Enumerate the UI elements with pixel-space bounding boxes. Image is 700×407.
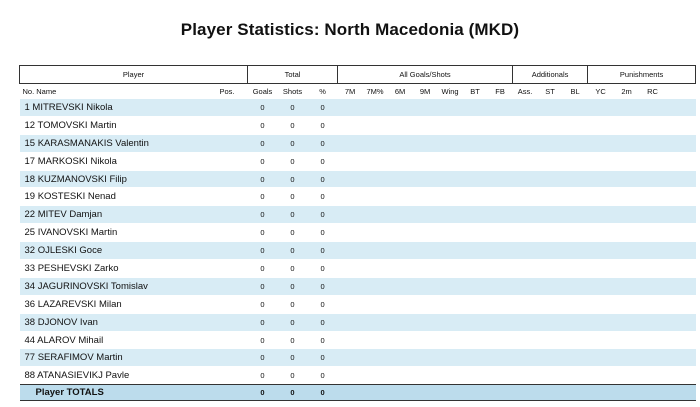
col-rc: RC — [647, 86, 658, 96]
player-name: 38 DJONOV Ivan — [20, 313, 248, 331]
player-goals: 0 — [248, 349, 278, 367]
player-pct: 0 — [308, 99, 338, 117]
player-empty-cells — [338, 242, 696, 260]
player-name: 34 JAGURINOVSKI Tomislav — [20, 277, 248, 295]
player-pct: 0 — [308, 224, 338, 242]
totals-goals: 0 — [248, 385, 278, 401]
player-empty-cells — [338, 331, 696, 349]
player-empty-cells — [338, 188, 696, 206]
col-wing: Wing — [441, 86, 459, 96]
player-empty-cells — [338, 170, 696, 188]
player-empty-cells — [338, 206, 696, 224]
player-shots: 0 — [278, 134, 308, 152]
player-name: 1 MITREVSKI Nikola — [20, 99, 248, 117]
player-goals: 0 — [248, 116, 278, 134]
table-row — [20, 116, 696, 134]
col-7m-pct: 7M% — [366, 86, 384, 96]
totals-label: Player TOTALS — [20, 385, 248, 401]
col-7m: 7M — [344, 86, 356, 96]
player-rows — [20, 99, 696, 385]
player-goals: 0 — [248, 313, 278, 331]
player-pct: 0 — [308, 260, 338, 278]
player-goals: 0 — [248, 331, 278, 349]
player-shots: 0 — [278, 170, 308, 188]
table-row — [20, 260, 696, 278]
col-st: ST — [545, 86, 555, 96]
player-goals: 0 — [248, 367, 278, 385]
player-name: 19 KOSTESKI Nenad — [20, 188, 248, 206]
player-empty-cells — [338, 152, 696, 170]
player-pct: 0 — [308, 152, 338, 170]
table-row — [20, 224, 696, 242]
player-pct: 0 — [308, 206, 338, 224]
group-additionals: Additionals — [513, 66, 588, 84]
col-ass: Ass. — [517, 86, 533, 96]
player-name: 33 PESHEVSKI Zarko — [20, 260, 248, 278]
col-shots: Shots — [282, 86, 303, 96]
player-name: 18 KUZMANOVSKI Filip — [20, 170, 248, 188]
player-name: 17 MARKOSKI Nikola — [20, 152, 248, 170]
table-row — [20, 152, 696, 170]
player-goals: 0 — [248, 152, 278, 170]
player-shots: 0 — [278, 260, 308, 278]
player-name: 25 IVANOVSKI Martin — [20, 224, 248, 242]
player-pct: 0 — [308, 277, 338, 295]
player-shots: 0 — [278, 277, 308, 295]
page-title: Player Statistics: North Macedonia (MKD) — [180, 20, 520, 39]
player-name: 88 ATANASIEVIKJ Pavle — [20, 367, 248, 385]
group-header-row — [20, 66, 696, 84]
column-header-row — [20, 84, 696, 99]
player-shots: 0 — [278, 313, 308, 331]
table-row — [20, 277, 696, 295]
player-empty-cells — [338, 224, 696, 242]
totals-row — [20, 385, 696, 401]
group-player: Player — [20, 66, 248, 84]
player-pct: 0 — [308, 170, 338, 188]
player-goals: 0 — [248, 99, 278, 117]
player-shots: 0 — [278, 349, 308, 367]
player-empty-cells — [338, 313, 696, 331]
player-name: 32 OJLESKI Goce — [20, 242, 248, 260]
col-pos: Pos. — [219, 86, 235, 96]
group-punishments: Punishments — [588, 66, 696, 84]
player-name: 44 ALAROV Mihail — [20, 331, 248, 349]
table-row — [20, 367, 696, 385]
totals-shots: 0 — [278, 385, 308, 401]
player-shots: 0 — [278, 116, 308, 134]
table-row — [20, 134, 696, 152]
player-goals: 0 — [248, 224, 278, 242]
player-empty-cells — [338, 277, 696, 295]
table-row — [20, 99, 696, 117]
table-row — [20, 349, 696, 367]
player-name: 36 LAZAREVSKI Milan — [20, 295, 248, 313]
player-shots: 0 — [278, 331, 308, 349]
player-shots: 0 — [278, 206, 308, 224]
player-pct: 0 — [308, 188, 338, 206]
player-shots: 0 — [278, 367, 308, 385]
player-goals: 0 — [248, 242, 278, 260]
player-pct: 0 — [308, 349, 338, 367]
player-goals: 0 — [248, 134, 278, 152]
player-empty-cells — [338, 367, 696, 385]
col-6m: 6M — [394, 86, 406, 96]
player-shots: 0 — [278, 295, 308, 313]
col-no-name: No. Name — [22, 86, 57, 96]
player-shots: 0 — [278, 152, 308, 170]
player-empty-cells — [338, 260, 696, 278]
player-goals: 0 — [248, 295, 278, 313]
player-shots: 0 — [278, 99, 308, 117]
player-shots: 0 — [278, 224, 308, 242]
player-name: 12 TOMOVSKI Martin — [20, 116, 248, 134]
group-total: Total — [248, 66, 338, 84]
player-pct: 0 — [308, 116, 338, 134]
table-row — [20, 206, 696, 224]
player-goals: 0 — [248, 277, 278, 295]
col-bt: BT — [470, 86, 480, 96]
col-bl: BL — [570, 86, 580, 96]
table-row — [20, 295, 696, 313]
player-pct: 0 — [308, 295, 338, 313]
player-shots: 0 — [278, 188, 308, 206]
player-goals: 0 — [248, 206, 278, 224]
totals-empty — [338, 385, 696, 401]
player-empty-cells — [338, 116, 696, 134]
col-pct: % — [319, 86, 326, 96]
player-empty-cells — [338, 295, 696, 313]
player-empty-cells — [338, 134, 696, 152]
col-9m: 9M — [419, 86, 431, 96]
col-2m: 2m — [621, 86, 632, 96]
col-spacer — [666, 84, 696, 99]
player-stats-table — [19, 65, 696, 401]
player-name: 22 MITEV Damjan — [20, 206, 248, 224]
player-pct: 0 — [308, 242, 338, 260]
player-pct: 0 — [308, 313, 338, 331]
group-goals-shots: All Goals/Shots — [338, 66, 513, 84]
player-pct: 0 — [308, 134, 338, 152]
totals-pct: 0 — [308, 385, 338, 401]
table-row — [20, 331, 696, 349]
player-empty-cells — [338, 349, 696, 367]
player-pct: 0 — [308, 367, 338, 385]
col-yc: YC — [595, 86, 606, 96]
table-row — [20, 242, 696, 260]
col-fb: FB — [495, 86, 505, 96]
player-name: 15 KARASMANAKIS Valentin — [20, 134, 248, 152]
player-shots: 0 — [278, 242, 308, 260]
table-row — [20, 170, 696, 188]
player-goals: 0 — [248, 170, 278, 188]
player-pct: 0 — [308, 331, 338, 349]
player-name: 77 SERAFIMOV Martin — [20, 349, 248, 367]
player-goals: 0 — [248, 260, 278, 278]
player-empty-cells — [338, 99, 696, 117]
player-goals: 0 — [248, 188, 278, 206]
col-goals: Goals — [252, 86, 273, 96]
table-row — [20, 313, 696, 331]
table-row — [20, 188, 696, 206]
